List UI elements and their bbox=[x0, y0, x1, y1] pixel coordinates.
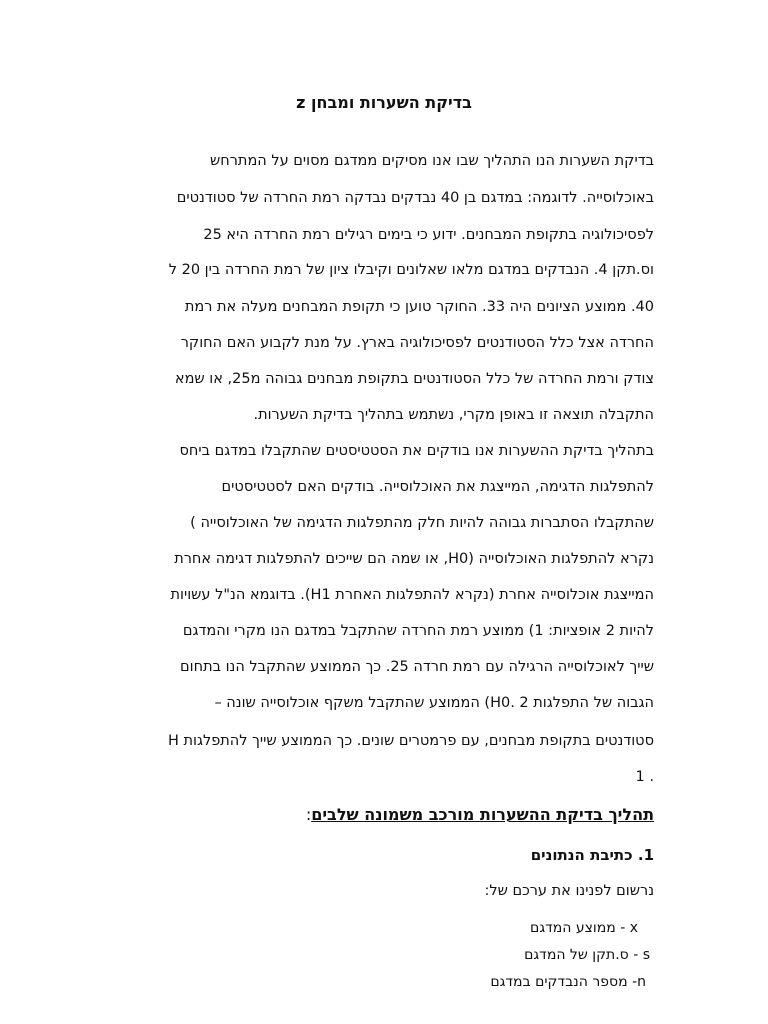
list-item: n- מספר הנבדקים במדגם bbox=[490, 974, 646, 990]
paragraph-line: המייצגת אוכלוסייה אחרת (נקרא להתפלגות האחרת H1). בדוגמא הנ"ל עשויות bbox=[170, 587, 654, 603]
paragraph-line: שייך לאוכלוסייה הרגילה עם רמת חרדה 25. כך הממוצע שהתקבל הנו בתחום bbox=[180, 659, 654, 675]
paragraph-line: סטודנטים בתקופת מבחנים, עם פרמטרים שונים. כך הממוצע שייך להתפלגות H bbox=[167, 733, 654, 749]
paragraph-line: החרדה אצל כלל הסטודנטים לפסיכולוגיה בארץ. על מנת לקבוע האם החוקר bbox=[180, 335, 654, 351]
paragraph-line: להתפלגות הדגימה, המייצגת את האוכלוסייה. בודקים האם לסטטיסטים bbox=[221, 479, 654, 495]
paragraph-line: הגבוה של התפלגות H0. 2) הממוצע שהתקבל משקף אוכלוסייה שונה – bbox=[214, 695, 654, 711]
paragraph-line: צודק ורמת החרדה של כלל הסטודנטים בתקופת מבחנים גבוהה מ25, או שמא bbox=[174, 371, 654, 387]
paragraph-line: בתהליך בדיקת ההשערות אנו בודקים את הסטטיסטים שהתקבלו במדגם ביחס bbox=[179, 443, 654, 459]
paragraph-line: התקבלה תוצאה זו באופן מקרי, נשתמש בתהליך בדיקת השערות. bbox=[253, 407, 654, 423]
document-title: בדיקת השערות ומבחן z bbox=[296, 93, 472, 112]
section-heading-colon: : bbox=[305, 805, 312, 824]
paragraph-line: בדיקת השערות הנו התהליך שבו אנו מסיקים ממדגם מסוים על המתרחש bbox=[209, 153, 654, 169]
paragraph-line: שהתקבלו הסתברות גבוהה להיות חלק מהתפלגות הדגימה של האוכלוסייה ) bbox=[190, 515, 654, 531]
paragraph-line: וס.תקן 4. הנבדקים במדגם מלאו שאלונים וקיבלו ציון של רמת החרדה בין 20 ל bbox=[168, 262, 654, 278]
section-heading-text: תהליך בדיקת ההשערות מורכב משמונה שלבים bbox=[311, 805, 654, 824]
intro-line: נרשום לפנינו את ערכם של: bbox=[484, 883, 654, 899]
paragraph-line: לפסיכולוגיה בתקופת המבחנים. ידוע כי בימים רגילים רמת החרדה היא 25 bbox=[203, 227, 654, 243]
list-item: x - ממוצע המדגם bbox=[530, 920, 638, 936]
paragraph-line: נקרא להתפלגות האוכלוסייה (H0, או שמה הם שייכים להתפלגות דגימה אחרת bbox=[174, 551, 654, 567]
section-heading bbox=[306, 804, 654, 826]
paragraph-line: להיות 2 אופציות: 1) ממוצע רמת החרדה שהתקבל במדגם הנו מקרי והמדגם bbox=[182, 623, 654, 639]
paragraph-line: באוכלוסייה. לדוגמה: במדגם בן 40 נבדקים נבדקה רמת החרדה של סטודנטים bbox=[176, 190, 654, 206]
step-heading: 1. כתיבת הנתונים bbox=[530, 846, 654, 864]
paragraph-line: 40. ממוצע הציונים היה 33. החוקר טוען כי תקופת המבחנים מעלה את רמת bbox=[184, 299, 654, 315]
list-item: s - ס.תקן של המדגם bbox=[524, 947, 650, 963]
paragraph-line: . 1 bbox=[635, 769, 654, 785]
